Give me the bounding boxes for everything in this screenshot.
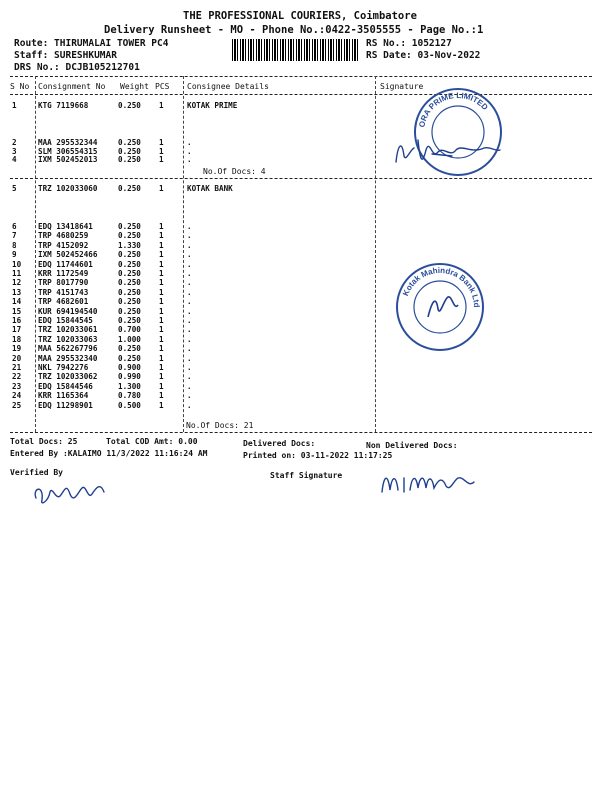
- row-consignment-no: EDQ 13418641: [38, 222, 93, 231]
- row-weight: 0.500: [118, 400, 141, 410]
- row-consignee: .: [187, 334, 192, 344]
- row-serial: 3: [12, 146, 17, 156]
- row-weight: 0.250: [118, 184, 141, 193]
- table-bottom-rule: [10, 432, 592, 433]
- total-docs: Total Docs: 25: [10, 437, 78, 446]
- row-consignee: KOTAK PRIME: [187, 101, 238, 110]
- row-pcs: 1: [159, 391, 164, 401]
- row-consignment-no: KUR 694194540: [38, 306, 98, 316]
- row-consignment-no: EDQ 15844545: [38, 316, 93, 325]
- rs-date: RS Date: 03-Nov-2022: [366, 50, 481, 61]
- row-pcs: 1: [159, 184, 164, 193]
- row-weight: 1.330: [118, 240, 141, 250]
- table-row: [0, 335, 600, 344]
- table-row: [0, 363, 600, 372]
- staff-signature-label: Staff Signature: [270, 471, 343, 480]
- row-consignee: KOTAK BANK: [187, 184, 233, 193]
- row-consignment-no: KRR 1172549: [38, 269, 89, 278]
- row-consignee: .: [187, 231, 192, 241]
- col-signature: Signature: [380, 82, 424, 91]
- row-pcs: 1: [159, 372, 164, 382]
- row-consignment-no: TRP 4682601: [38, 297, 89, 307]
- row-weight: 1.300: [118, 381, 141, 391]
- row-consignment-no: IXM 502452013: [38, 155, 98, 165]
- row-consignment-no: TRZ 102033063: [38, 334, 98, 344]
- row-pcs: 1: [159, 400, 164, 410]
- table-row: [0, 241, 600, 250]
- row-serial: 12: [12, 278, 22, 288]
- group2-doc-count: No.Of Docs: 21: [186, 421, 254, 430]
- row-weight: 0.250: [118, 231, 141, 241]
- table-row: [0, 260, 600, 269]
- table-row: [0, 391, 600, 400]
- row-consignment-no: IXM 502452466: [38, 250, 98, 260]
- row-serial: 7: [12, 231, 17, 241]
- table-row: [0, 222, 600, 231]
- table-row: [0, 401, 600, 410]
- row-consignee: .: [187, 250, 192, 260]
- table-row: [0, 250, 600, 259]
- row-weight: 0.250: [118, 155, 141, 165]
- row-pcs: 1: [159, 316, 164, 325]
- col-consignee: Consignee Details: [187, 82, 269, 91]
- row-consignee: .: [187, 278, 192, 288]
- row-consignment-no: TRZ 102033061: [38, 325, 98, 335]
- company-title: THE PROFESSIONAL COURIERS, Coimbatore: [183, 10, 417, 22]
- runsheet-subtitle: Delivery Runsheet - MO - Phone No.:0422-3505555 - Page No.:1: [104, 24, 484, 36]
- table-row: [0, 344, 600, 353]
- col-sno: S No: [10, 82, 30, 91]
- row-consignment-no: TRP 4152092: [38, 240, 89, 250]
- row-consignment-no: TRZ 102033060: [38, 184, 98, 193]
- row-weight: 0.700: [118, 325, 141, 335]
- table-row: [0, 184, 600, 193]
- row-pcs: 1: [159, 353, 164, 363]
- col-weight: Weight: [120, 82, 149, 91]
- row-consignment-no: TRZ 102033062: [38, 372, 98, 382]
- entered-by: Entered By :KALAIMO 11/3/2022 11:16:24 AM: [10, 449, 208, 458]
- row-consignee: .: [187, 316, 192, 325]
- row-serial: 21: [12, 363, 22, 372]
- row-pcs: 1: [159, 240, 164, 250]
- row-consignee: .: [187, 344, 192, 354]
- row-serial: 18: [12, 334, 22, 344]
- row-pcs: 1: [159, 363, 164, 372]
- row-consignment-no: NKL 7942276: [38, 363, 89, 372]
- row-weight: 0.250: [118, 353, 141, 363]
- table-row: [0, 372, 600, 381]
- table-row: [0, 354, 600, 363]
- row-serial: 15: [12, 306, 22, 316]
- row-consignee: .: [187, 138, 192, 147]
- route-label: Route: THIRUMALAI TOWER PC4: [14, 38, 169, 49]
- table-row: [0, 325, 600, 334]
- row-pcs: 1: [159, 287, 164, 297]
- row-weight: 0.250: [118, 297, 141, 307]
- row-pcs: 1: [159, 222, 164, 231]
- row-consignee: .: [187, 381, 192, 391]
- row-weight: 0.250: [118, 259, 141, 269]
- row-weight: 0.250: [118, 316, 141, 325]
- rs-number: RS No.: 1052127: [366, 38, 452, 49]
- row-pcs: 1: [159, 278, 164, 288]
- row-pcs: 1: [159, 138, 164, 147]
- table-row: [0, 278, 600, 287]
- row-consignment-no: MAA 295532340: [38, 353, 98, 363]
- row-consignee: .: [187, 222, 192, 231]
- table-row: [0, 269, 600, 278]
- row-pcs: 1: [159, 344, 164, 354]
- row-serial: 19: [12, 344, 22, 354]
- row-serial: 23: [12, 381, 22, 391]
- row-pcs: 1: [159, 155, 164, 165]
- row-consignee: .: [187, 155, 192, 165]
- row-consignee: .: [187, 391, 192, 401]
- row-pcs: 1: [159, 101, 164, 110]
- row-weight: 0.780: [118, 391, 141, 401]
- group1-doc-count: No.Of Docs: 4: [203, 167, 266, 176]
- svg-text:Kotak Mahindra Bank Ltd: Kotak Mahindra Bank Ltd: [401, 265, 482, 308]
- total-cod: Total COD Amt: 0.00: [106, 437, 198, 446]
- row-serial: 22: [12, 372, 22, 382]
- row-serial: 5: [12, 184, 17, 193]
- row-consignment-no: EDQ 15844546: [38, 381, 93, 391]
- row-weight: 0.250: [118, 138, 141, 147]
- row-pcs: 1: [159, 146, 164, 156]
- row-pcs: 1: [159, 297, 164, 307]
- row-weight: 0.250: [118, 287, 141, 297]
- non-delivered-docs: Non Delivered Docs:: [366, 441, 458, 450]
- row-serial: 17: [12, 325, 22, 335]
- row-serial: 10: [12, 259, 22, 269]
- staff-signature: [378, 466, 488, 500]
- row-serial: 1: [12, 101, 17, 110]
- row-consignee: .: [187, 325, 192, 335]
- row-serial: 9: [12, 250, 17, 260]
- row-serial: 8: [12, 240, 17, 250]
- row-weight: 0.250: [118, 306, 141, 316]
- barcode: [232, 39, 360, 61]
- row-weight: 0.250: [118, 222, 141, 231]
- table-row: [0, 297, 600, 306]
- row-pcs: 1: [159, 259, 164, 269]
- row-consignment-no: TRP 4680259: [38, 231, 89, 241]
- row-consignment-no: MAA 562267796: [38, 344, 98, 354]
- row-weight: 0.250: [118, 278, 141, 288]
- row-consignee: .: [187, 287, 192, 297]
- row-consignment-no: SLM 306554315: [38, 146, 98, 156]
- row-pcs: 1: [159, 231, 164, 241]
- row-serial: 14: [12, 297, 22, 307]
- group-divider: [10, 178, 592, 179]
- row-consignment-no: MAA 295532344: [38, 138, 98, 147]
- row-consignee: .: [187, 259, 192, 269]
- row-weight: 0.250: [118, 269, 141, 278]
- verified-by: Verified By: [10, 468, 63, 477]
- row-serial: 25: [12, 400, 22, 410]
- header-bottom-rule: [10, 94, 592, 95]
- row-serial: 6: [12, 222, 17, 231]
- row-serial: 13: [12, 287, 22, 297]
- row-consignee: .: [187, 297, 192, 307]
- printed-on: Printed on: 03-11-2022 11:17:25: [243, 451, 393, 460]
- row-weight: 1.000: [118, 334, 141, 344]
- table-row: [0, 147, 600, 156]
- row-consignment-no: TRP 8017790: [38, 278, 89, 288]
- row-consignment-no: KRR 1165364: [38, 391, 89, 401]
- row-pcs: 1: [159, 325, 164, 335]
- table-row: [0, 307, 600, 316]
- row-consignment-no: EDQ 11298901: [38, 400, 93, 410]
- row-serial: 11: [12, 269, 22, 278]
- row-consignment-no: EDQ 11744601: [38, 259, 93, 269]
- row-consignee: .: [187, 269, 192, 278]
- row-consignee: .: [187, 400, 192, 410]
- row-weight: 0.250: [118, 250, 141, 260]
- row-serial: 24: [12, 391, 22, 401]
- row-weight: 0.900: [118, 363, 141, 372]
- row-pcs: 1: [159, 269, 164, 278]
- row-weight: 0.250: [118, 101, 141, 110]
- row-weight: 0.250: [118, 146, 141, 156]
- table-row: [0, 138, 600, 147]
- row-consignment-no: KTG 7119668: [38, 101, 89, 110]
- col-consignment: Consignment No: [38, 82, 106, 91]
- row-pcs: 1: [159, 381, 164, 391]
- recipient-signature-1: [392, 130, 502, 170]
- row-weight: 0.990: [118, 372, 141, 382]
- table-row: [0, 382, 600, 391]
- table-row: [0, 155, 600, 164]
- row-consignee: .: [187, 372, 192, 382]
- row-serial: 20: [12, 353, 22, 363]
- svg-text:ORA PRIME LIMITED: ORA PRIME LIMITED: [417, 90, 490, 129]
- row-consignee: .: [187, 306, 192, 316]
- row-serial: 4: [12, 155, 17, 165]
- verified-signature: [30, 474, 110, 510]
- drs-number: DRS No.: DCJB105212701: [14, 62, 140, 73]
- row-consignee: .: [187, 363, 192, 372]
- row-consignment-no: TRP 4151743: [38, 287, 89, 297]
- table-row: [0, 231, 600, 240]
- table-row: [0, 316, 600, 325]
- header-top-rule: [10, 76, 592, 77]
- row-consignee: .: [187, 353, 192, 363]
- row-serial: 2: [12, 138, 17, 147]
- staff-label: Staff: SURESHKUMAR: [14, 50, 117, 61]
- table-row: [0, 101, 600, 110]
- row-serial: 16: [12, 316, 22, 325]
- row-weight: 0.250: [118, 344, 141, 354]
- bank-seal-stamp: [396, 263, 484, 351]
- delivered-docs: Delivered Docs:: [243, 439, 316, 448]
- table-row: [0, 288, 600, 297]
- row-consignee: .: [187, 146, 192, 156]
- row-pcs: 1: [159, 334, 164, 344]
- col-pcs: PCS: [155, 82, 170, 91]
- row-pcs: 1: [159, 250, 164, 260]
- row-pcs: 1: [159, 306, 164, 316]
- row-consignee: .: [187, 240, 192, 250]
